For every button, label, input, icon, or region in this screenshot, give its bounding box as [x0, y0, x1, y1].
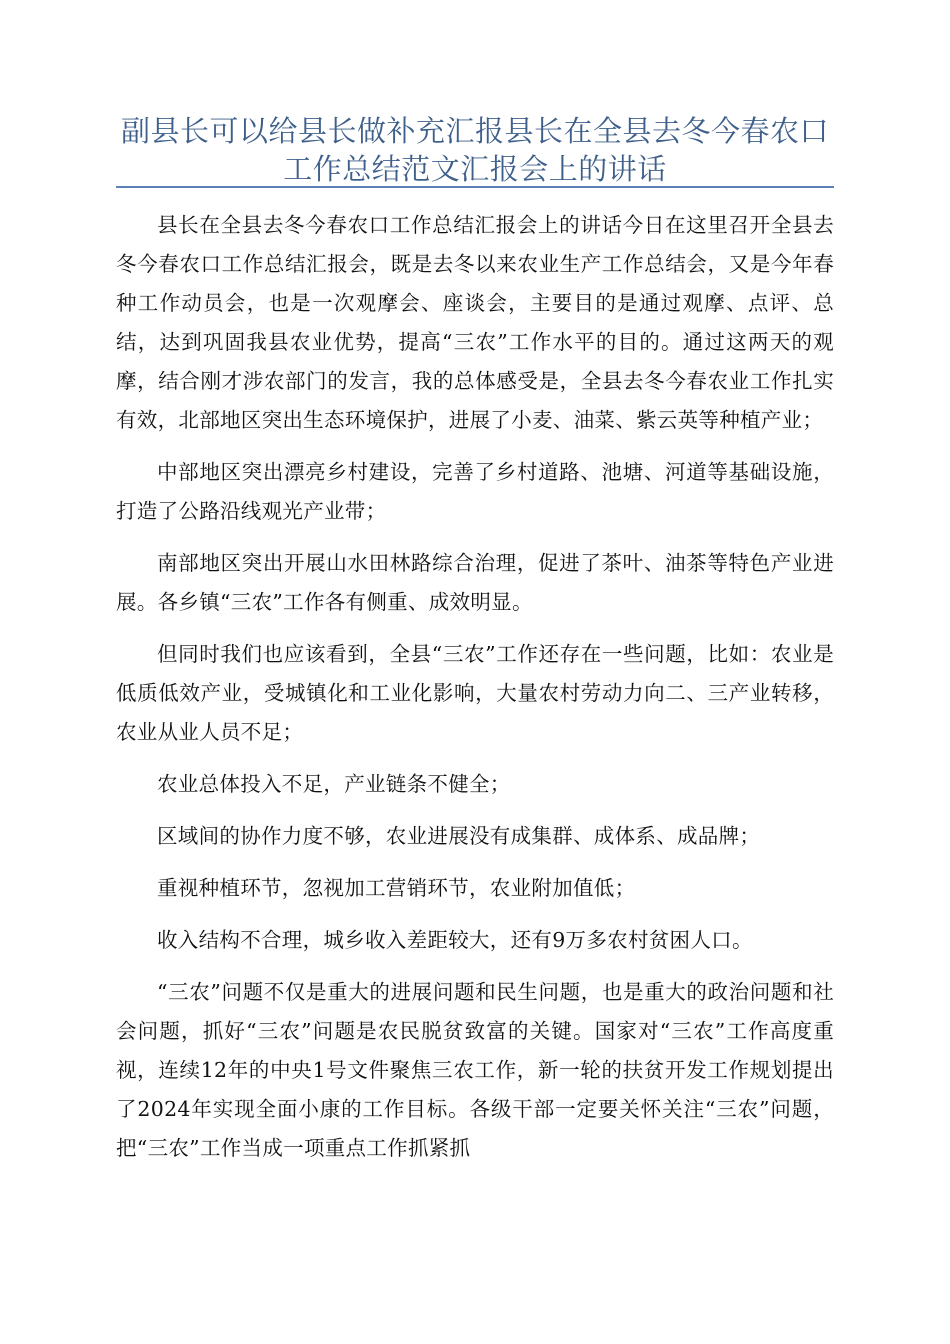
paragraph: 农业总体投入不足，产业链条不健全；	[157, 772, 511, 796]
title-divider	[116, 186, 834, 188]
paragraph: 重视种植环节，忽视加工营销环节，农业附加值低；	[157, 876, 636, 900]
document-body	[116, 206, 834, 1181]
paragraph: “三农”问题不仅是重大的进展问题和民生问题，也是重大的政治问题和社会问题，抓好“三农”问题是农民脱贫致富的关键。国家对“三农”工作高度重视，连续12年的中央1号文件聚焦三农工作，新一轮的扶贫开发工作规划提出了2024年实现全面小康的工作目标。各级干部一定要关怀关注“三农”问题，把“三农”工作当成一项重点工作抓紧抓	[116, 980, 834, 1160]
document-title: 副县长可以给县长做补充汇报县长在全县去冬今春农口工作总结范文汇报会上的讲话	[120, 114, 829, 186]
paragraph: 南部地区突出开展山水田林路综合治理，促进了茶叶、油茶等特色产业进展。各乡镇“三农”工作各有侧重、成效明显。	[116, 551, 834, 614]
paragraph: 但同时我们也应该看到，全县“三农”工作还存在一些问题，比如：农业是低质低效产业，受城镇化和工业化影响，大量农村劳动力向二、三产业转移，农业从业人员不足；	[116, 642, 834, 744]
paragraph: 收入结构不合理，城乡收入差距较大，还有9万多农村贫困人口。	[157, 928, 753, 952]
paragraph: 中部地区突出漂亮乡村建设，完善了乡村道路、池塘、河道等基础设施，打造了公路沿线观光产业带；	[116, 460, 834, 523]
paragraph: 区域间的协作力度不够，农业进展没有成集群、成体系、成品牌；	[157, 824, 761, 848]
paragraph: 县长在全县去冬今春农口工作总结汇报会上的讲话今日在这里召开全县去冬今春农口工作总结汇报会，既是去冬以来农业生产工作总结会，又是今年春种工作动员会，也是一次观摩会、座谈会，主要目的是通过观摩、点评、总结，达到巩固我县农业优势，提高“三农”工作水平的目的。通过这两天的观摩，结合刚才涉农部门的发言，我的总体感受是，全县去冬今春农业工作扎实有效，北部地区突出生态环境保护，进展了小麦、油菜、紫云英等种植产业；	[116, 213, 834, 432]
